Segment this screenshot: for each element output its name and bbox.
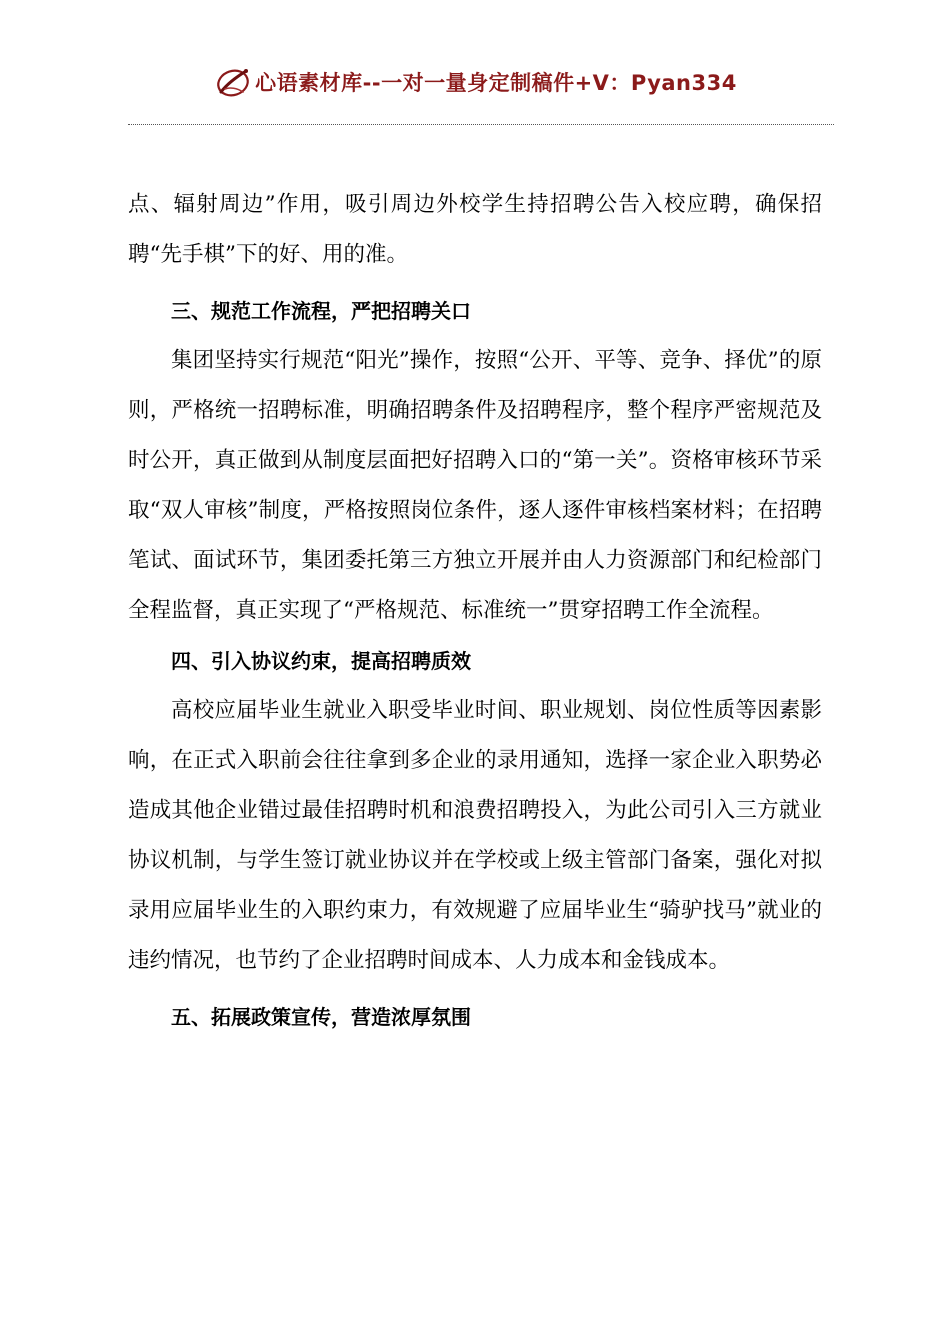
section-heading-3: 三、规范工作流程，严把招聘关口 [171, 299, 471, 323]
paragraph-section-4: 高校应届毕业生就业入职受毕业时间、职业规划、岗位性质等因素影响，在正式入职前会往往拿到多企业的录用通知，选择一家企业入职势必造成其他企业错过最佳招聘时机和浪费招聘投入，为此公司引入三方就业协议机制，与学生签订就业协议并在学校或上级主管部门备案，强化对拟录用应届毕业生的入职约束力，有效规避了应届毕业生“骑驴找马”就业的违约情况，也节约了企业招聘时间成本、人力成本和金钱成本。 [128, 698, 822, 973]
paragraph-section-3: 集团坚持实行规范“阳光”操作，按照“公开、平等、竞争、择优”的原则，严格统一招聘标准，明确招聘条件及招聘程序，整个程序严密规范及时公开，真正做到从制度层面把好招聘入口的“第一关”。资格审核环节采取“双人审核”制度，严格按照岗位条件，逐人逐件审核档案材料；在招聘笔试、面试环节，集团委托第三方独立开展并由人力资源部门和纪检部门全程监督，真正实现了“严格规范、标准统一”贯穿招聘工作全流程。 [128, 348, 822, 623]
brush-logo-icon [213, 62, 253, 102]
header-divider [128, 124, 834, 125]
header-title: 心语素材库--一对一量身定制稿件+V：Pyan334 [255, 71, 737, 95]
paragraph-continuation: 点、辐射周边”作用，吸引周边外校学生持招聘公告入校应聘，确保招聘“先手棋”下的好、用的准。 [128, 192, 822, 267]
section-heading-5: 五、拓展政策宣传，营造浓厚氛围 [171, 1005, 471, 1029]
document-body [128, 180, 822, 1042]
page-header [0, 58, 950, 106]
section-heading-4: 四、引入协议约束，提高招聘质效 [171, 649, 471, 673]
